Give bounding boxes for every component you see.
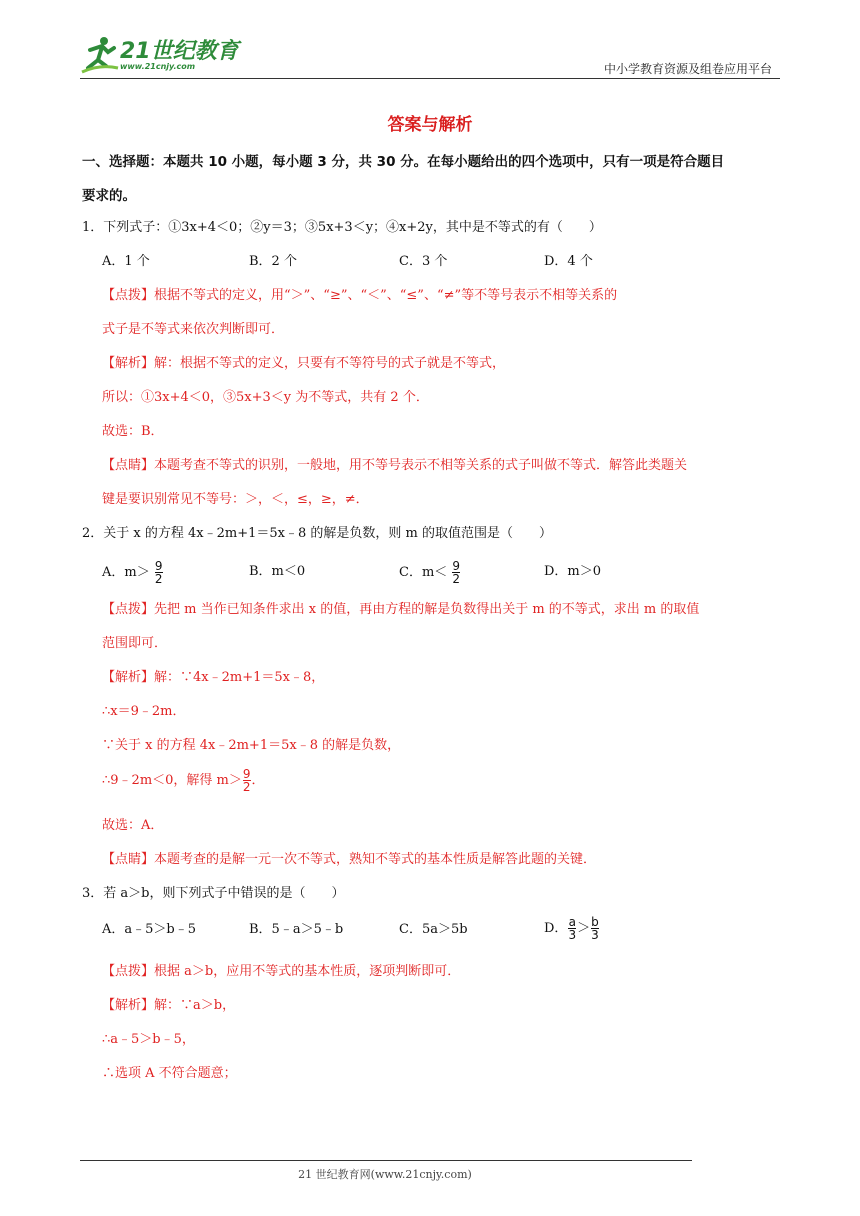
- q2-option-a-label: A．m＞: [102, 565, 150, 580]
- q3-option-b: B．5﹣a＞5﹣b: [249, 922, 344, 937]
- q1-option-a: A．1 个: [102, 254, 150, 269]
- q2-solution-line4: [102, 768, 265, 793]
- q3-solution-line2: ∴a﹣5＞b﹣5，: [102, 1032, 195, 1047]
- q1-tip-line2: 式子是不等式来依次判断即可．: [102, 322, 285, 337]
- q1-solution-line1: 【解析】解：根据不等式的定义，只要有不等符号的式子就是不等式，: [102, 356, 506, 371]
- page-footer: 21 世纪教育网(www.21cnjy.com): [298, 1168, 472, 1181]
- fraction-numerator: b: [591, 915, 599, 929]
- page-title: 答案与解析: [387, 115, 473, 135]
- q3-option-d-label: D．: [544, 921, 568, 936]
- q2-solution-line2: ∴x＝9﹣2m．: [102, 704, 186, 719]
- fraction-numerator: a: [568, 915, 576, 929]
- q2-option-b: B．m＜0: [249, 564, 306, 579]
- q3-stem: 3．若 a＞b，则下列式子中错误的是（ ）: [82, 886, 345, 901]
- q1-solution-line2: 所以：①3x+4＜0，③5x+3＜y 为不等式，共有 2 个．: [102, 390, 429, 405]
- q3-solution-line3: ∴选项 A 不符合题意；: [102, 1066, 237, 1081]
- q2-tip-line1: 【点拨】先把 m 当作已知条件求出 x 的值，再由方程的解是负数得出关于 m 的不等式，求出 m 的取值: [102, 602, 700, 617]
- q2-stem: 2．关于 x 的方程 4x﹣2m+1＝5x﹣8 的解是负数，则 m 的取值范围是（ ）: [82, 526, 552, 541]
- q2-option-c-label: C．m＜: [399, 565, 448, 580]
- q2-review-line1: 【点睛】本题考查的是解一元一次不等式，熟知不等式的基本性质是解答此题的关键．: [102, 852, 597, 867]
- q2-solution-line3: ∵关于 x 的方程 4x﹣2m+1＝5x﹣8 的解是负数，: [102, 738, 401, 753]
- fraction-denominator: 2: [242, 780, 251, 794]
- q2-option-c: [399, 560, 461, 585]
- q2-solution-line4-end: ．: [251, 773, 265, 788]
- q1-option-d: D．4 个: [544, 254, 593, 269]
- logo: [80, 34, 250, 78]
- q2-option-c-fraction: [452, 560, 460, 585]
- q1-stem: 1．下列式子：①3x+4＜0；②y＝3；③5x+3＜y；④x+2y，其中是不等式的有（ ）: [82, 220, 602, 235]
- q2-solution-fraction: [243, 768, 251, 793]
- q3-option-d: [544, 916, 600, 941]
- q2-option-a-fraction: [155, 560, 163, 585]
- fraction-denominator: 3: [568, 928, 577, 942]
- q3-option-d-fraction-b: [591, 916, 599, 941]
- q1-solution-line3: 故选：B．: [102, 424, 164, 439]
- q1-option-b: B．2 个: [249, 254, 297, 269]
- q1-tip-line1: 【点拨】根据不等式的定义，用“＞”、“≥”、“＜”、“≤”、“≠”等不等号表示不相等关系的: [102, 288, 618, 303]
- logo-url: www.21cnjy.com: [120, 62, 196, 71]
- q2-option-d: D．m＞0: [544, 564, 602, 579]
- q3-option-d-fraction-a: [568, 916, 576, 941]
- q2-solution-line4-text: ∴9﹣2m＜0，解得 m＞: [102, 773, 242, 788]
- fraction-denominator: 3: [591, 928, 599, 942]
- header-divider: [80, 78, 780, 79]
- header-platform-text: 中小学教育资源及组卷应用平台: [603, 62, 772, 76]
- q1-review-line2: 键是要识别常见不等号：＞，＜，≤，≥，≠．: [102, 492, 369, 507]
- q2-solution-line5: 故选：A．: [102, 818, 164, 833]
- page-header: [80, 30, 780, 80]
- q1-option-c: C．3 个: [399, 254, 448, 269]
- q3-tip-line1: 【点拨】根据 a＞b，应用不等式的基本性质，逐项判断即可．: [102, 964, 461, 979]
- q1-review-line1: 【点睛】本题考查不等式的识别，一般地，用不等号表示不相等关系的式子叫做不等式．解答此类题关: [102, 458, 688, 473]
- fraction-numerator: 9: [452, 559, 461, 573]
- q2-solution-line1: 【解析】解：∵4x﹣2m+1＝5x﹣8，: [102, 670, 325, 685]
- q2-option-a: [102, 560, 164, 585]
- q3-option-d-operator: ＞: [577, 921, 591, 936]
- fraction-denominator: 2: [154, 572, 163, 586]
- q2-tip-line2: 范围即可．: [102, 636, 168, 651]
- fraction-numerator: 9: [242, 767, 251, 781]
- q3-option-c: C．5a＞5b: [399, 922, 468, 937]
- footer-divider: [80, 1160, 692, 1161]
- q3-solution-line1: 【解析】解：∵a＞b，: [102, 998, 236, 1013]
- section-heading-line1: 一、选择题：本题共 10 小题，每小题 3 分，共 30 分。在每小题给出的四个选项中，只有一项是符合题目: [82, 154, 725, 170]
- logo-text: 21世纪教育: [120, 39, 239, 64]
- runner-logo-icon: [80, 34, 120, 74]
- q3-option-a: A．a﹣5＞b﹣5: [102, 922, 197, 937]
- fraction-denominator: 2: [452, 572, 461, 586]
- section-heading-line2: 要求的。: [82, 188, 136, 204]
- fraction-numerator: 9: [154, 559, 163, 573]
